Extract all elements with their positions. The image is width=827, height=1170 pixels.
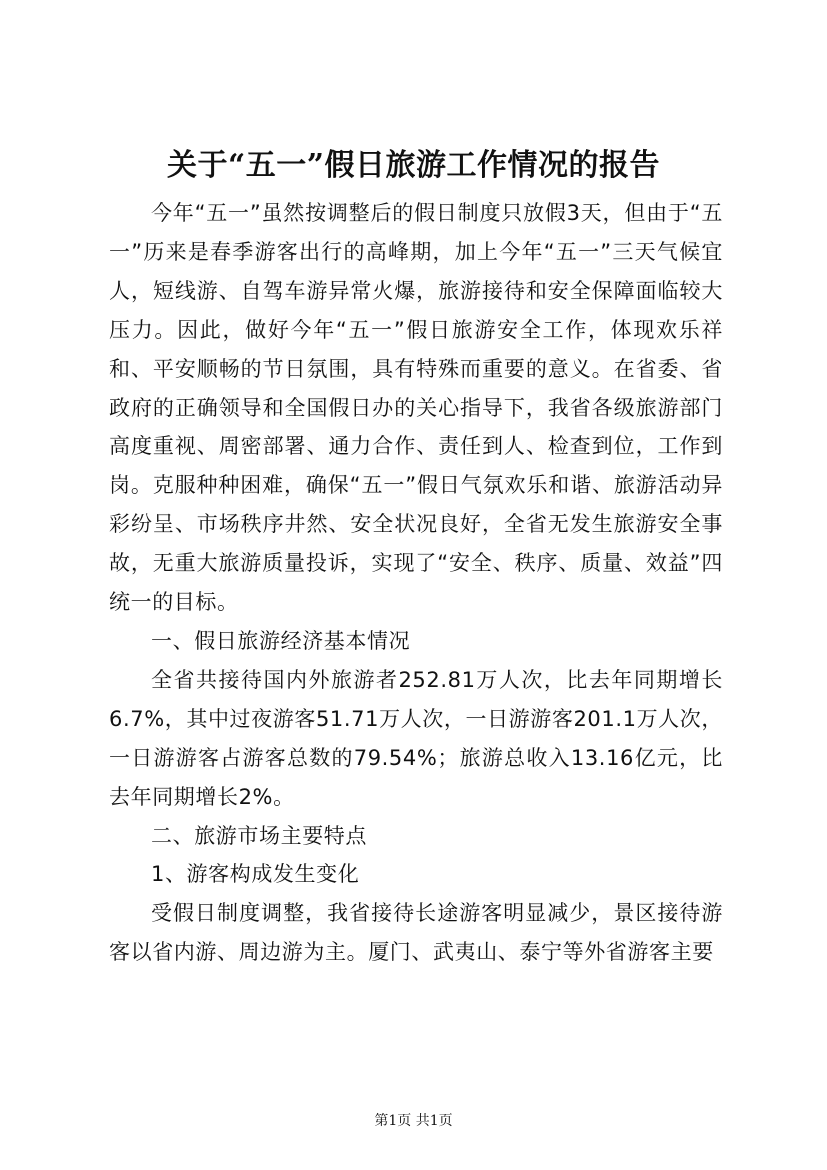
section-heading-2: 二、旅游市场主要特点 [151,823,367,848]
document-title: 关于“五一”假日旅游工作情况的报告 [166,148,660,183]
paragraph-intro: 今年“五一”虽然按调整后的假日制度只放假3天，但由于“五一”历来是春季游客出行的高峰期，加上今年“五一”三天气候宜人，短线游、自驾车游异常火爆，旅游接待和安全保障面临较大压力。因此，做好今年“五一”假日旅游安全工作，体现欢乐祥和、平安顺畅的节日氛围，具有特殊而重要的意义。在省委、省政府的正确领导和全国假日办的关心指导下，我省各级旅游部门高度重视、周密部署、通力合作、责任到人、检查到位，工作到岗。克服种种困难，确保“五一”假日气氛欢乐和谐、旅游活动异彩纷呈、市场秩序井然、安全状况良好，全省无发生旅游安全事故，无重大旅游质量投诉，实现了“安全、秩序、质量、效益”四统一的目标。 [109,201,723,615]
section-heading-1: 一、假日旅游经济基本情况 [151,628,411,653]
subsection-heading-1: 1、游客构成发生变化 [151,862,360,887]
document-body [109,194,723,972]
page-number-footer: 第1页 共1页 [374,1113,453,1129]
paragraph-statistics: 全省共接待国内外旅游者252.81万人次，比去年同期增长6.7%，其中过夜游客51.71万人次，一日游游客201.1万人次，一日游游客占游客总数的79.54%；旅游总收入13.16亿元，比去年同期增长2%。 [109,667,723,809]
paragraph-visitor-change: 受假日制度调整，我省接待长途游客明显减少，景区接待游客以省内游、周边游为主。厦门、武夷山、泰宁等外省游客主要 [109,901,723,965]
